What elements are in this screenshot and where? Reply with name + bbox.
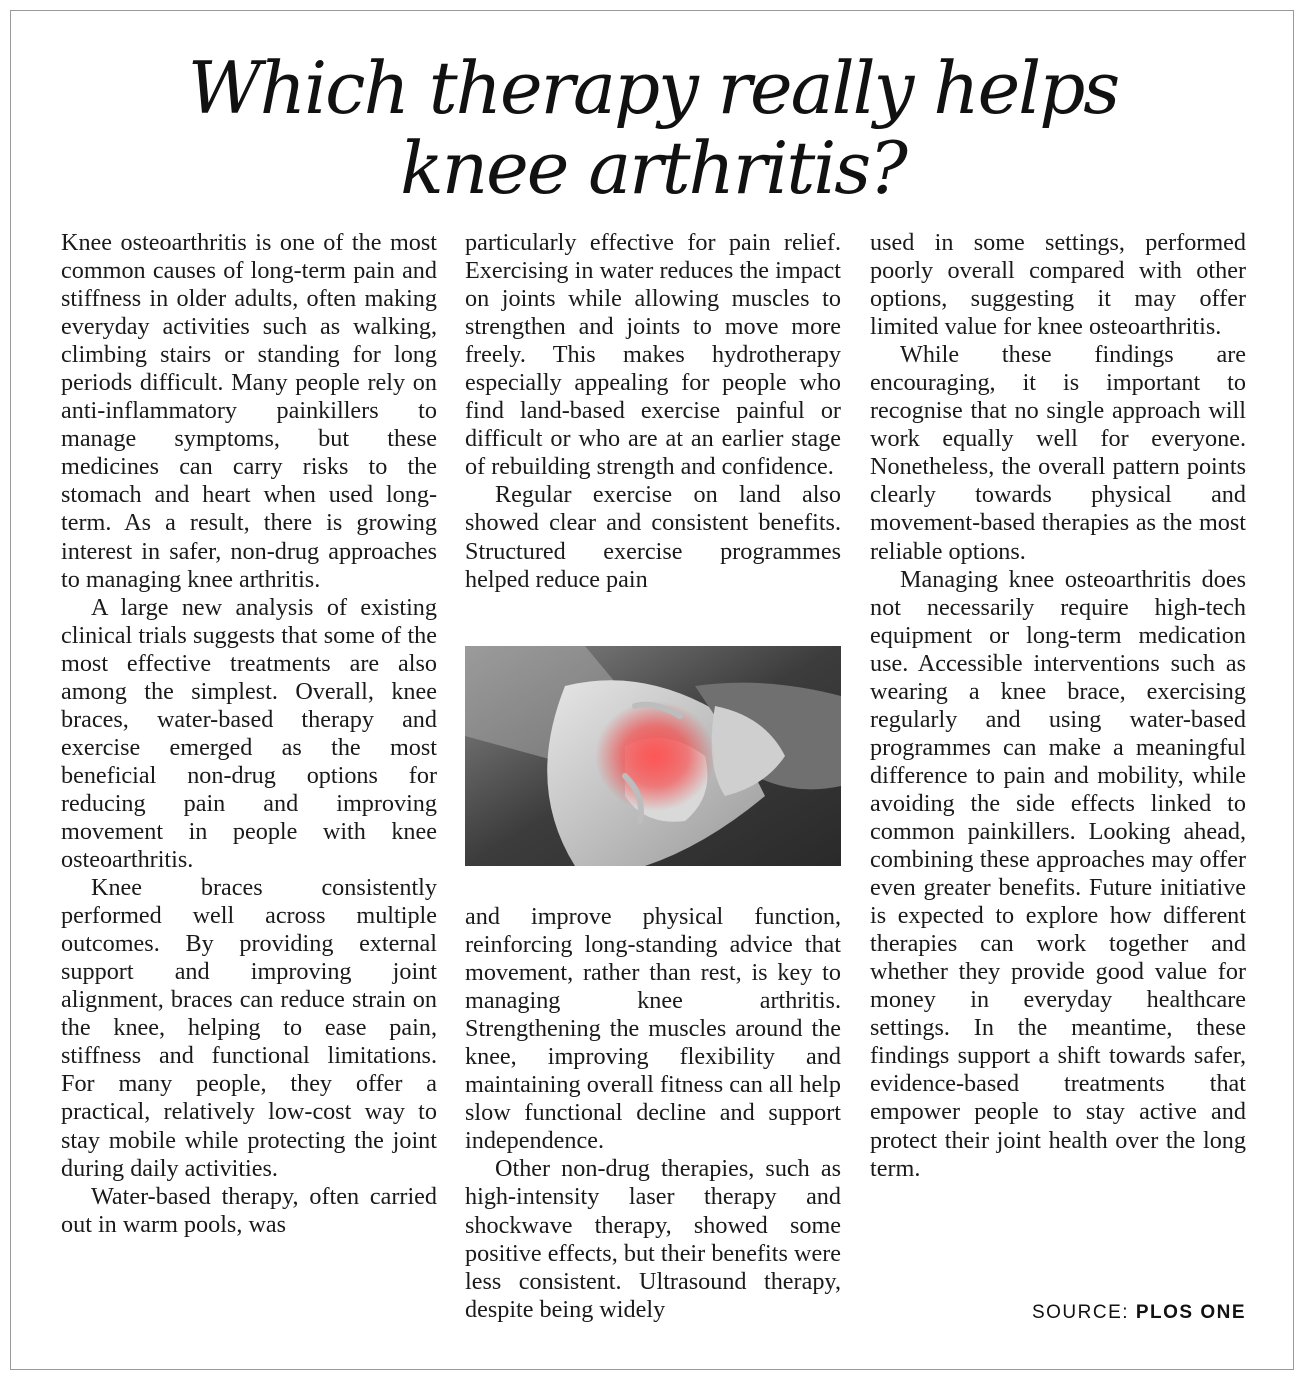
- paragraph: Knee osteoarthritis is one of the most common causes of long-term pain and stiffness in older adults, often making everyday activities such as walking, climbing stairs or standing for long periods difficult. Many people rely on anti-inflammatory painkillers to manage symptoms, but these medicines can carry risks to the stomach and heart when used long-term. As a result, there is growing interest in safer, non-drug approaches to managing knee arthritis.: [61, 229, 437, 593]
- source-name: PLOS ONE: [1135, 1302, 1246, 1323]
- paragraph: Regular exercise on land also showed clear and consistent benefits. Structured exercise programmes helped reduce pain: [465, 481, 841, 593]
- knee-pain-photo: [465, 646, 841, 866]
- paragraph: and improve physical function, reinforcing long-standing advice that movement, rather than rest, is key to managing knee arthritis. Strengthening the muscles around the knee, improving flexibility and maintaining overall fitness can all help slow functional decline and support independence.: [465, 903, 841, 1155]
- paragraph: Managing knee osteoarthritis does not necessarily require high-tech equipment or long-term medication use. Accessible interventions such as wearing a knee brace, exercising regularly and using water-based programmes can make a meaningful difference to pain and mobility, while avoiding the side effects linked to common painkillers. Looking ahead, combining these approaches may offer even greater benefits. Future initiative is expected to explore how different therapies can work together and whether they provide good value for money in everyday healthcare settings. In the meantime, these findings support a shift towards safer, evidence-based treatments that empower people to stay active and protect their joint health over the long term.: [870, 565, 1246, 1182]
- knee-pain-photo-icon: [465, 646, 841, 866]
- paragraph: particularly effective for pain relief. Exercising in water reduces the impact on joints while allowing muscles to strengthen and joints to move more freely. This makes hydrotherapy especially appealing for people who find land-based exercise painful or difficult or who are at an earlier stage of rebuilding strength and confidence.: [465, 229, 841, 481]
- paragraph: Knee braces consistently performed well across multiple outcomes. By providing external support and improving joint alignment, braces can reduce strain on the knee, helping to ease pain, stiffness and functional limitations. For many people, they offer a practical, relatively low-cost way to stay mobile while protecting the joint during daily activities.: [61, 874, 437, 1182]
- paragraph: Other non-drug therapies, such as high-intensity laser therapy and shockwave therapy, showed some positive effects, but their benefits were less consistent. Ultrasound therapy, despite being widely: [465, 1155, 841, 1323]
- source-credit: [1032, 1302, 1246, 1324]
- column-2-top: [465, 229, 841, 594]
- headline-line-1: Which therapy really helps: [187, 46, 1119, 130]
- headline: [40, 48, 1266, 208]
- headline-line-2: knee arthritis?: [400, 126, 906, 210]
- column-1: [61, 229, 437, 1239]
- paragraph: While these findings are encouraging, it is important to recognise that no single approach will work equally well for everyone. Nonetheless, the overall pattern points clearly towards physical and movement-based therapies as the most reliable options.: [870, 341, 1246, 565]
- paragraph: Water-based therapy, often carried out in warm pools, was: [61, 1182, 437, 1238]
- paragraph: used in some settings, performed poorly overall compared with other options, suggesting it may offer limited value for knee osteoarthritis.: [870, 229, 1246, 341]
- paragraph: A large new analysis of existing clinical trials suggests that some of the most effective treatments are also among the simplest. Overall, knee braces, water-based therapy and exercise emerged as the most beneficial non-drug options for reducing pain and improving movement in people with knee osteoarthritis.: [61, 593, 437, 874]
- column-2-bottom: [465, 903, 841, 1324]
- column-3: [870, 229, 1246, 1183]
- source-label: SOURCE:: [1031, 1302, 1130, 1323]
